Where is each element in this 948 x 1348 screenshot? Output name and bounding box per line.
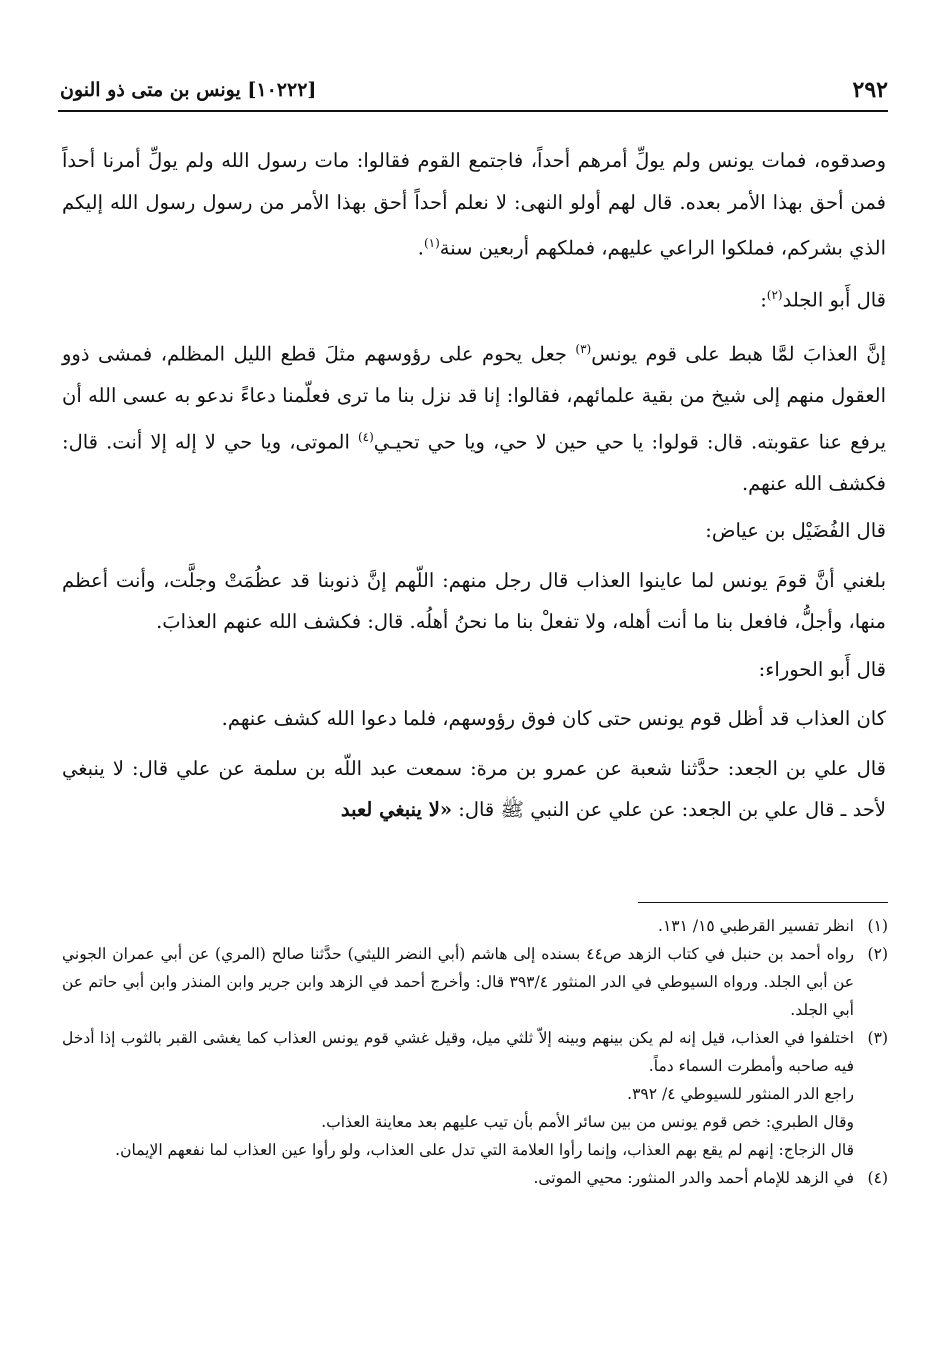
main-text bbox=[62, 140, 886, 831]
footnote: (١) انظر تفسير القرطبي ١٥/ ١٣١. bbox=[658, 917, 888, 935]
narrator-heading: قال أَبو الحوراء: bbox=[758, 657, 886, 681]
narrator-heading: قال الفُضَيْل بن عياض: bbox=[705, 519, 886, 542]
paragraph: وصدقوه، فمات يونس ولم يولِّ أمرهم أحداً، فاجتمع القوم فقالوا: مات رسول الله ولم يولِّ أمرنا أحداً فمن أحق بهذا الأمر بعده. قال لهم أولو النهى: لا نعلم أحداً أحق بهذا الأمر من رسول رسول الله إليكم الذي بشركم، فملكوا الراعي عليهم، فملكهم أربعين سنة$^{(١)}$. bbox=[62, 149, 886, 260]
footnote: (٣) اختلفوا في العذاب، قيل إنه لم يكن بينهم وبينه إلاّ ثلثي ميل، وقيل غشي قوم يونس العذاب كما يغشى القبر بالثوب إذا أدخل فيه صاحبه وأمطرت السماء دماً. bbox=[62, 1029, 888, 1075]
narrator-heading: قال أَبو الجلد$^{(٢)}$: bbox=[760, 288, 886, 312]
paragraph: قال علي بن الجعد: حدَّثنا شعبة عن عمرو بن مرة: سمعت عبد اللّه بن سلمة عن علي قال: لا ينبغي لأحد ـ قال علي بن الجعد: عن علي عن النبي ﷺ قال: «لا ينبغي لعبد bbox=[62, 756, 886, 821]
header-rule bbox=[58, 110, 888, 112]
footnote-rule bbox=[638, 902, 888, 903]
footnote-continuation: وقال الطبري: خص قوم يونس من بين سائر الأمم بأن تيب عليهم بعد معاينة العذاب. bbox=[321, 1113, 854, 1131]
footnote-ref: (٣) bbox=[575, 342, 592, 356]
footnote-ref: (١) bbox=[423, 236, 440, 250]
paragraph: إنَّ العذابَ لمَّا هبط على قوم يونس$^{(٣)}$ جعل يحوم على رؤوسهم مثلَ قطع الليل المظلم، فمشى ذوو العقول منهم إلى شيخ من بقية علمائهم، فقالوا: إنا قد نزل بنا ما ترى فعلّمنا دعاءً ندعو به عسى الله أن يرفع عنا عقوبته. قال: قولوا: يا حي حين لا حي، ويا حي تحيـي$^{(٤)}$ الموتى، ويا حي لا إله إلا أنت. قال: فكشف الله عنهم. bbox=[62, 342, 886, 495]
page-number: ٢٩٢ bbox=[852, 77, 888, 103]
page-header bbox=[60, 70, 888, 110]
footnotes bbox=[62, 912, 888, 1192]
footnote-ref: (٤) bbox=[357, 429, 374, 444]
footnote: (٤) في الزهد للإمام أحمد والدر المنثور: محيي الموتى. bbox=[533, 1169, 888, 1187]
footnote-continuation: راجع الدر المنثور للسيوطي ٤/ ٣٩٢. bbox=[627, 1085, 854, 1103]
paragraph: بلغني أنَّ قومَ يونس لما عاينوا العذاب قال رجل منهم: اللّهم إنَّ ذنوبنا قد عظُمَتْ وجلَّت، وأنت أعظم منها، وأجلُّ، فافعل بنا ما أنت أهله، ولا تفعلْ بنا ما نحنُ أهلُه. قال: فكشف الله عنهم العذابَ. bbox=[62, 568, 886, 633]
footnote-continuation: قال الزجاج: إنهم لم يقع بهم العذاب، وإنما رأوا العلامة التي تدل على العذاب، ولو رأوا عين العذاب لما نفعهم الإيمان. bbox=[115, 1141, 854, 1159]
footnote: (٢) رواه أحمد بن حنبل في كتاب الزهد ص٤٤ بسنده إلى هاشم (أبي النضر الليثي) حدَّثنا صالح (المري) عن أبي عمران الجوني عن أبي الجلد. ورواه السيوطي في الدر المنثور ٣٩٣/٤ قال: وأخرج أحمد في الزهد وابن جرير وابن المنذر وابن أبي حاتم عن أبي الجلد. bbox=[62, 945, 888, 1019]
hadith-quote: «لا ينبغي لعبد bbox=[340, 798, 453, 821]
running-title: [١٠٢٢٢] يونس بن متى ذو النون bbox=[60, 79, 317, 101]
paragraph: كان العذاب قد أظل قوم يونس حتى كان فوق رؤوسهم، فلما دعوا الله كشف عنهم. bbox=[221, 707, 886, 730]
footnote-ref: (٢) bbox=[766, 288, 783, 302]
